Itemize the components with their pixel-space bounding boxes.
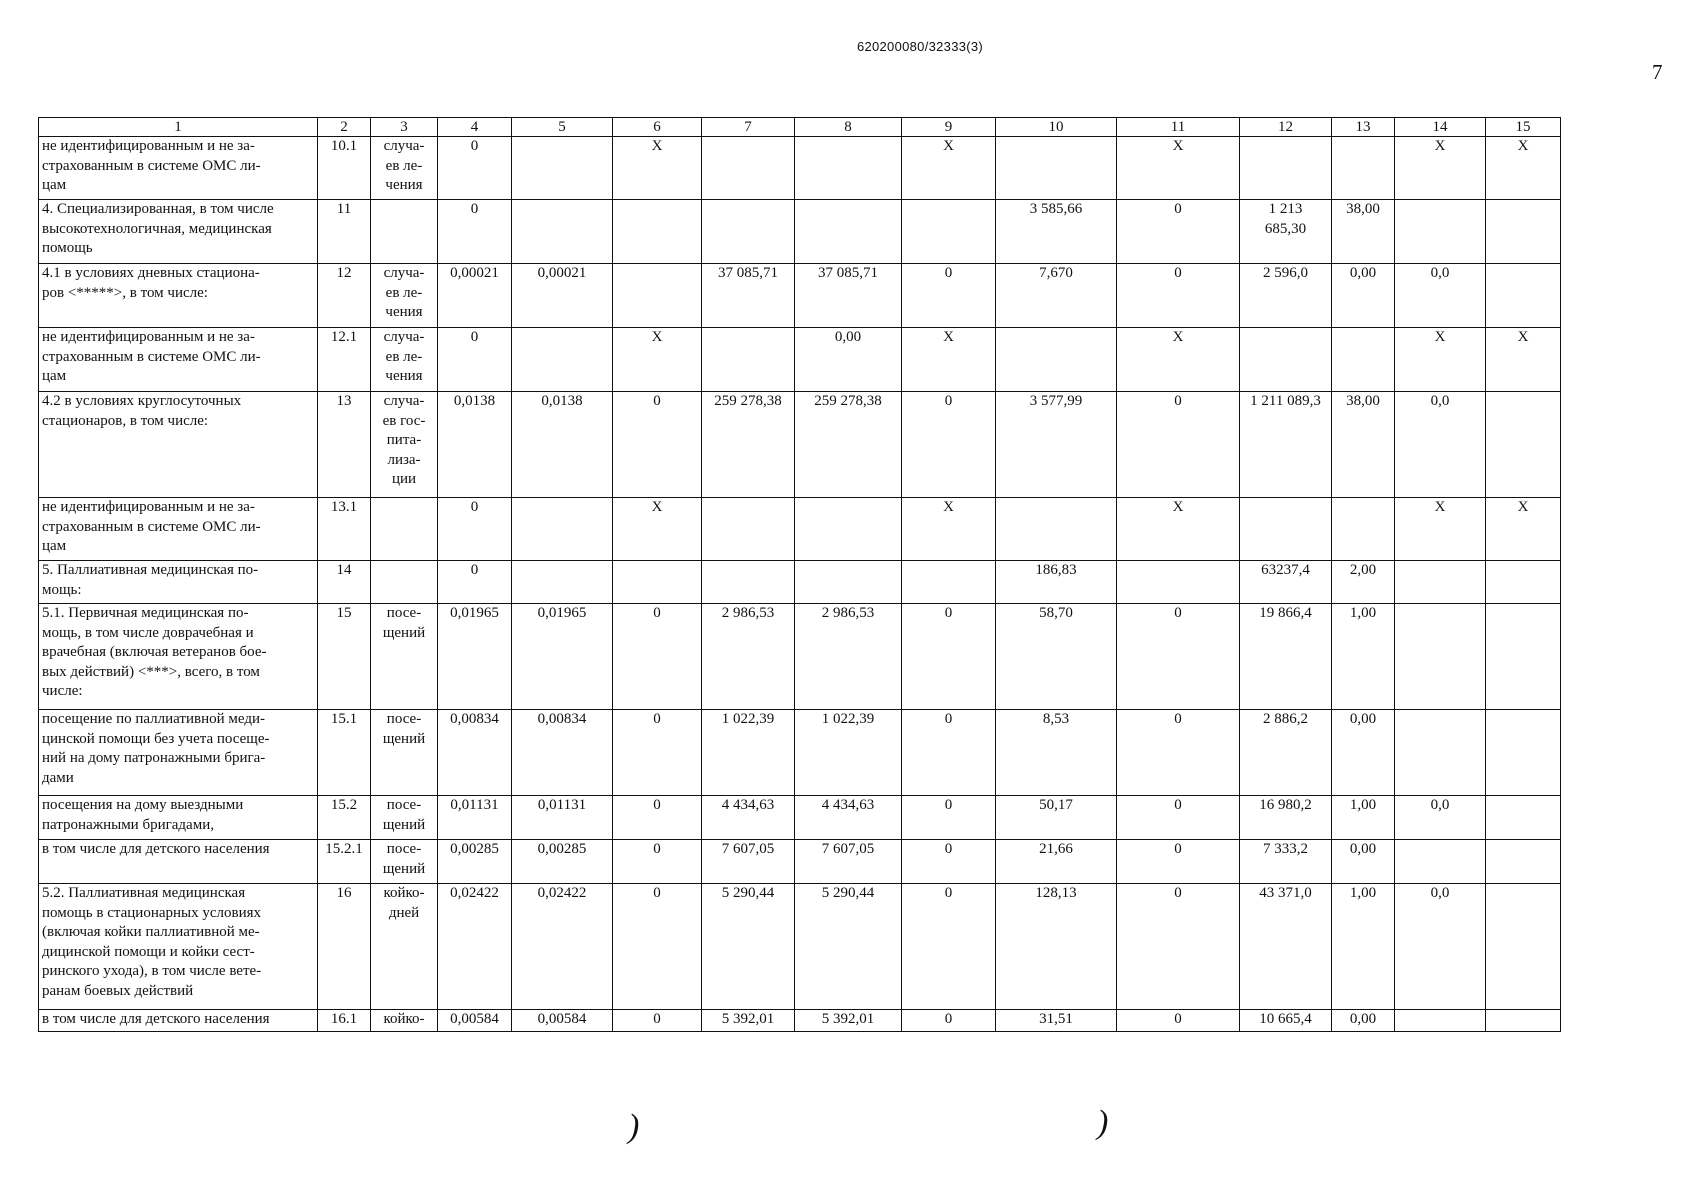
signature-mark-left: )	[628, 1108, 640, 1145]
cell-r1-c8	[795, 137, 902, 200]
cell-r6-c8	[795, 498, 902, 561]
cell-r12-c6: 0	[613, 884, 702, 1010]
cell-r2-c13: 38,00	[1332, 200, 1395, 264]
table-row	[39, 392, 1561, 498]
cell-r4-c4: 0	[438, 328, 512, 392]
cell-r5-c10: 3 577,99	[996, 392, 1117, 498]
cell-r9-c11: 0	[1117, 710, 1240, 796]
cell-r8-c2: 15	[318, 604, 371, 710]
cell-r6-c2: 13.1	[318, 498, 371, 561]
cell-r3-c13: 0,00	[1332, 264, 1395, 328]
cell-r2-c5	[512, 200, 613, 264]
cell-r7-c3	[371, 561, 438, 604]
cell-r6-c14: X	[1395, 498, 1486, 561]
cell-r4-c11: X	[1117, 328, 1240, 392]
cell-r7-c12: 63237,4	[1240, 561, 1332, 604]
cell-r1-c12	[1240, 137, 1332, 200]
cell-r5-c5: 0,0138	[512, 392, 613, 498]
cell-r9-c13: 0,00	[1332, 710, 1395, 796]
cell-r6-c5	[512, 498, 613, 561]
cell-r4-c15: X	[1486, 328, 1561, 392]
cell-r11-c7: 7 607,05	[702, 840, 795, 884]
cell-r12-c12: 43 371,0	[1240, 884, 1332, 1010]
cell-r3-c11: 0	[1117, 264, 1240, 328]
table-row	[39, 498, 1561, 561]
cell-r10-c10: 50,17	[996, 796, 1117, 840]
cell-r3-c3: случа- ев ле- чения	[371, 264, 438, 328]
cell-r12-c7: 5 290,44	[702, 884, 795, 1010]
cell-r8-c9: 0	[902, 604, 996, 710]
column-header-7: 7	[702, 118, 795, 137]
cell-r2-c1: 4. Специализированная, в том числе высокотехнологичная, медицинская помощь	[39, 200, 318, 264]
cell-r10-c5: 0,01131	[512, 796, 613, 840]
cell-r11-c6: 0	[613, 840, 702, 884]
cell-r3-c5: 0,00021	[512, 264, 613, 328]
cell-r1-c14: X	[1395, 137, 1486, 200]
cell-r10-c11: 0	[1117, 796, 1240, 840]
cell-r11-c13: 0,00	[1332, 840, 1395, 884]
cell-r2-c4: 0	[438, 200, 512, 264]
cell-r6-c9: X	[902, 498, 996, 561]
cell-r7-c7	[702, 561, 795, 604]
cell-r3-c8: 37 085,71	[795, 264, 902, 328]
cell-r9-c14	[1395, 710, 1486, 796]
cell-r11-c2: 15.2.1	[318, 840, 371, 884]
cell-r3-c14: 0,0	[1395, 264, 1486, 328]
cell-r11-c4: 0,00285	[438, 840, 512, 884]
cell-r11-c14	[1395, 840, 1486, 884]
cell-r2-c3	[371, 200, 438, 264]
cell-r2-c10: 3 585,66	[996, 200, 1117, 264]
cell-r1-c7	[702, 137, 795, 200]
cell-r5-c7: 259 278,38	[702, 392, 795, 498]
cell-r13-c5: 0,00584	[512, 1010, 613, 1032]
cell-r7-c10: 186,83	[996, 561, 1117, 604]
cell-r5-c2: 13	[318, 392, 371, 498]
cell-r3-c12: 2 596,0	[1240, 264, 1332, 328]
cell-r10-c15	[1486, 796, 1561, 840]
cell-r5-c12: 1 211 089,3	[1240, 392, 1332, 498]
cell-r12-c4: 0,02422	[438, 884, 512, 1010]
cell-r5-c8: 259 278,38	[795, 392, 902, 498]
signature-mark-right: )	[1097, 1104, 1109, 1141]
cell-r11-c11: 0	[1117, 840, 1240, 884]
cell-r1-c1: не идентифицированным и не за- страхованным в системе ОМС ли- цам	[39, 137, 318, 200]
cell-r8-c1: 5.1. Первичная медицинская по- мощь, в том числе доврачебная и врачебная (включая ветеранов бое- вых действий) <***>, всего, в том числе:	[39, 604, 318, 710]
cell-r9-c10: 8,53	[996, 710, 1117, 796]
cell-r10-c9: 0	[902, 796, 996, 840]
cell-r7-c6	[613, 561, 702, 604]
column-header-2: 2	[318, 118, 371, 137]
cell-r2-c11: 0	[1117, 200, 1240, 264]
cell-r13-c8: 5 392,01	[795, 1010, 902, 1032]
cell-r3-c6	[613, 264, 702, 328]
cell-r8-c10: 58,70	[996, 604, 1117, 710]
cell-r4-c14: X	[1395, 328, 1486, 392]
cell-r4-c6: X	[613, 328, 702, 392]
cell-r1-c6: X	[613, 137, 702, 200]
cell-r13-c15	[1486, 1010, 1561, 1032]
cell-r13-c1: в том числе для детского населения	[39, 1010, 318, 1032]
document-number: 620200080/32333(3)	[856, 39, 984, 54]
cell-r9-c9: 0	[902, 710, 996, 796]
column-header-6: 6	[613, 118, 702, 137]
cell-r11-c5: 0,00285	[512, 840, 613, 884]
cell-r9-c5: 0,00834	[512, 710, 613, 796]
cell-r10-c2: 15.2	[318, 796, 371, 840]
cell-r6-c12	[1240, 498, 1332, 561]
cell-r1-c2: 10.1	[318, 137, 371, 200]
cell-r5-c11: 0	[1117, 392, 1240, 498]
table-row	[39, 200, 1561, 264]
cell-r4-c13	[1332, 328, 1395, 392]
cell-r5-c15	[1486, 392, 1561, 498]
cell-r2-c7	[702, 200, 795, 264]
cell-r12-c9: 0	[902, 884, 996, 1010]
cell-r8-c4: 0,01965	[438, 604, 512, 710]
cell-r3-c7: 37 085,71	[702, 264, 795, 328]
cell-r10-c12: 16 980,2	[1240, 796, 1332, 840]
cell-r9-c15	[1486, 710, 1561, 796]
table-row	[39, 1010, 1561, 1032]
table-row	[39, 604, 1561, 710]
cell-r12-c13: 1,00	[1332, 884, 1395, 1010]
cell-r12-c15	[1486, 884, 1561, 1010]
cell-r1-c13	[1332, 137, 1395, 200]
cell-r11-c10: 21,66	[996, 840, 1117, 884]
column-header-11: 11	[1117, 118, 1240, 137]
cell-r9-c12: 2 886,2	[1240, 710, 1332, 796]
cell-r1-c5	[512, 137, 613, 200]
cell-r12-c8: 5 290,44	[795, 884, 902, 1010]
page-number: 7	[1652, 60, 1663, 84]
cell-r7-c5	[512, 561, 613, 604]
cell-r13-c10: 31,51	[996, 1010, 1117, 1032]
cell-r9-c8: 1 022,39	[795, 710, 902, 796]
cell-r5-c13: 38,00	[1332, 392, 1395, 498]
table-row	[39, 710, 1561, 796]
cell-r6-c11: X	[1117, 498, 1240, 561]
cell-r8-c6: 0	[613, 604, 702, 710]
cell-r10-c14: 0,0	[1395, 796, 1486, 840]
cell-r5-c4: 0,0138	[438, 392, 512, 498]
cell-r7-c4: 0	[438, 561, 512, 604]
column-header-9: 9	[902, 118, 996, 137]
cell-r12-c5: 0,02422	[512, 884, 613, 1010]
cell-r8-c3: посе- щений	[371, 604, 438, 710]
cell-r7-c14	[1395, 561, 1486, 604]
cell-r1-c4: 0	[438, 137, 512, 200]
cell-r13-c4: 0,00584	[438, 1010, 512, 1032]
cell-r9-c7: 1 022,39	[702, 710, 795, 796]
cell-r4-c3: случа- ев ле- чения	[371, 328, 438, 392]
cell-r12-c1: 5.2. Паллиативная медицинская помощь в стационарных условиях (включая койки паллиативной ме- дицинской помощи и койки сест- ринского ухода), в том числе вете- ранам боевых действий	[39, 884, 318, 1010]
cell-r1-c9: X	[902, 137, 996, 200]
table-row	[39, 328, 1561, 392]
cell-r10-c7: 4 434,63	[702, 796, 795, 840]
cell-r4-c7	[702, 328, 795, 392]
cell-r13-c6: 0	[613, 1010, 702, 1032]
cell-r5-c1: 4.2 в условиях круглосуточных стационаров, в том числе:	[39, 392, 318, 498]
cell-r2-c2: 11	[318, 200, 371, 264]
cell-r12-c3: койко- дней	[371, 884, 438, 1010]
cell-r6-c10	[996, 498, 1117, 561]
table-row	[39, 840, 1561, 884]
column-header-10: 10	[996, 118, 1117, 137]
cell-r7-c2: 14	[318, 561, 371, 604]
cell-r6-c4: 0	[438, 498, 512, 561]
cell-r1-c11: X	[1117, 137, 1240, 200]
cell-r5-c9: 0	[902, 392, 996, 498]
cell-r10-c6: 0	[613, 796, 702, 840]
cell-r7-c13: 2,00	[1332, 561, 1395, 604]
table-row	[39, 796, 1561, 840]
cell-r3-c1: 4.1 в условиях дневных стациона- ров <*****>, в том числе:	[39, 264, 318, 328]
cell-r3-c10: 7,670	[996, 264, 1117, 328]
cell-r2-c12: 1 213 685,30	[1240, 200, 1332, 264]
cell-r8-c7: 2 986,53	[702, 604, 795, 710]
cell-r4-c1: не идентифицированным и не за- страхованным в системе ОМС ли- цам	[39, 328, 318, 392]
cell-r8-c14	[1395, 604, 1486, 710]
cell-r10-c8: 4 434,63	[795, 796, 902, 840]
cell-r12-c2: 16	[318, 884, 371, 1010]
column-header-1: 1	[39, 118, 318, 137]
cell-r6-c6: X	[613, 498, 702, 561]
cell-r7-c8	[795, 561, 902, 604]
cell-r5-c3: случа- ев гос- пита- лиза- ции	[371, 392, 438, 498]
column-header-3: 3	[371, 118, 438, 137]
cell-r8-c8: 2 986,53	[795, 604, 902, 710]
cell-r8-c5: 0,01965	[512, 604, 613, 710]
cell-r1-c3: случа- ев ле- чения	[371, 137, 438, 200]
cell-r1-c15: X	[1486, 137, 1561, 200]
cell-r2-c6	[613, 200, 702, 264]
cell-r13-c3: койко-	[371, 1010, 438, 1032]
column-header-15: 15	[1486, 118, 1561, 137]
cell-r4-c8: 0,00	[795, 328, 902, 392]
cell-r3-c4: 0,00021	[438, 264, 512, 328]
table-row	[39, 884, 1561, 1010]
cell-r8-c11: 0	[1117, 604, 1240, 710]
cell-r2-c15	[1486, 200, 1561, 264]
cell-r7-c9	[902, 561, 996, 604]
cell-r13-c14	[1395, 1010, 1486, 1032]
column-header-4: 4	[438, 118, 512, 137]
cell-r10-c3: посе- щений	[371, 796, 438, 840]
cell-r7-c15	[1486, 561, 1561, 604]
cell-r12-c10: 128,13	[996, 884, 1117, 1010]
medical-care-table	[38, 117, 1561, 1032]
cell-r2-c9	[902, 200, 996, 264]
column-header-8: 8	[795, 118, 902, 137]
table-row	[39, 137, 1561, 200]
cell-r9-c2: 15.1	[318, 710, 371, 796]
cell-r9-c3: посе- щений	[371, 710, 438, 796]
cell-r6-c13	[1332, 498, 1395, 561]
cell-r8-c15	[1486, 604, 1561, 710]
cell-r3-c15	[1486, 264, 1561, 328]
table-row	[39, 264, 1561, 328]
cell-r4-c2: 12.1	[318, 328, 371, 392]
cell-r5-c14: 0,0	[1395, 392, 1486, 498]
cell-r6-c1: не идентифицированным и не за- страхованным в системе ОМС ли- цам	[39, 498, 318, 561]
cell-r3-c9: 0	[902, 264, 996, 328]
cell-r11-c15	[1486, 840, 1561, 884]
cell-r6-c3	[371, 498, 438, 561]
cell-r5-c6: 0	[613, 392, 702, 498]
cell-r11-c3: посе- щений	[371, 840, 438, 884]
table-body	[39, 137, 1561, 1032]
cell-r12-c11: 0	[1117, 884, 1240, 1010]
cell-r4-c10	[996, 328, 1117, 392]
cell-r4-c12	[1240, 328, 1332, 392]
cell-r2-c8	[795, 200, 902, 264]
cell-r13-c7: 5 392,01	[702, 1010, 795, 1032]
cell-r9-c4: 0,00834	[438, 710, 512, 796]
cell-r11-c9: 0	[902, 840, 996, 884]
cell-r6-c15: X	[1486, 498, 1561, 561]
column-header-14: 14	[1395, 118, 1486, 137]
cell-r11-c12: 7 333,2	[1240, 840, 1332, 884]
cell-r10-c13: 1,00	[1332, 796, 1395, 840]
cell-r13-c12: 10 665,4	[1240, 1010, 1332, 1032]
cell-r8-c13: 1,00	[1332, 604, 1395, 710]
cell-r13-c13: 0,00	[1332, 1010, 1395, 1032]
cell-r11-c1: в том числе для детского населения	[39, 840, 318, 884]
column-header-13: 13	[1332, 118, 1395, 137]
cell-r2-c14	[1395, 200, 1486, 264]
cell-r7-c1: 5. Паллиативная медицинская по- мощь:	[39, 561, 318, 604]
cell-r13-c11: 0	[1117, 1010, 1240, 1032]
cell-r10-c4: 0,01131	[438, 796, 512, 840]
cell-r4-c9: X	[902, 328, 996, 392]
cell-r13-c2: 16.1	[318, 1010, 371, 1032]
cell-r6-c7	[702, 498, 795, 561]
cell-r13-c9: 0	[902, 1010, 996, 1032]
cell-r8-c12: 19 866,4	[1240, 604, 1332, 710]
column-header-5: 5	[512, 118, 613, 137]
cell-r3-c2: 12	[318, 264, 371, 328]
cell-r1-c10	[996, 137, 1117, 200]
table-row	[39, 561, 1561, 604]
column-number-row	[39, 118, 1561, 137]
cell-r11-c8: 7 607,05	[795, 840, 902, 884]
cell-r4-c5	[512, 328, 613, 392]
column-header-12: 12	[1240, 118, 1332, 137]
cell-r7-c11	[1117, 561, 1240, 604]
cell-r12-c14: 0,0	[1395, 884, 1486, 1010]
cell-r10-c1: посещения на дому выездными патронажными бригадами,	[39, 796, 318, 840]
cell-r9-c1: посещение по паллиативной меди- цинской помощи без учета посеще- ний на дому патронажными брига- дами	[39, 710, 318, 796]
cell-r9-c6: 0	[613, 710, 702, 796]
